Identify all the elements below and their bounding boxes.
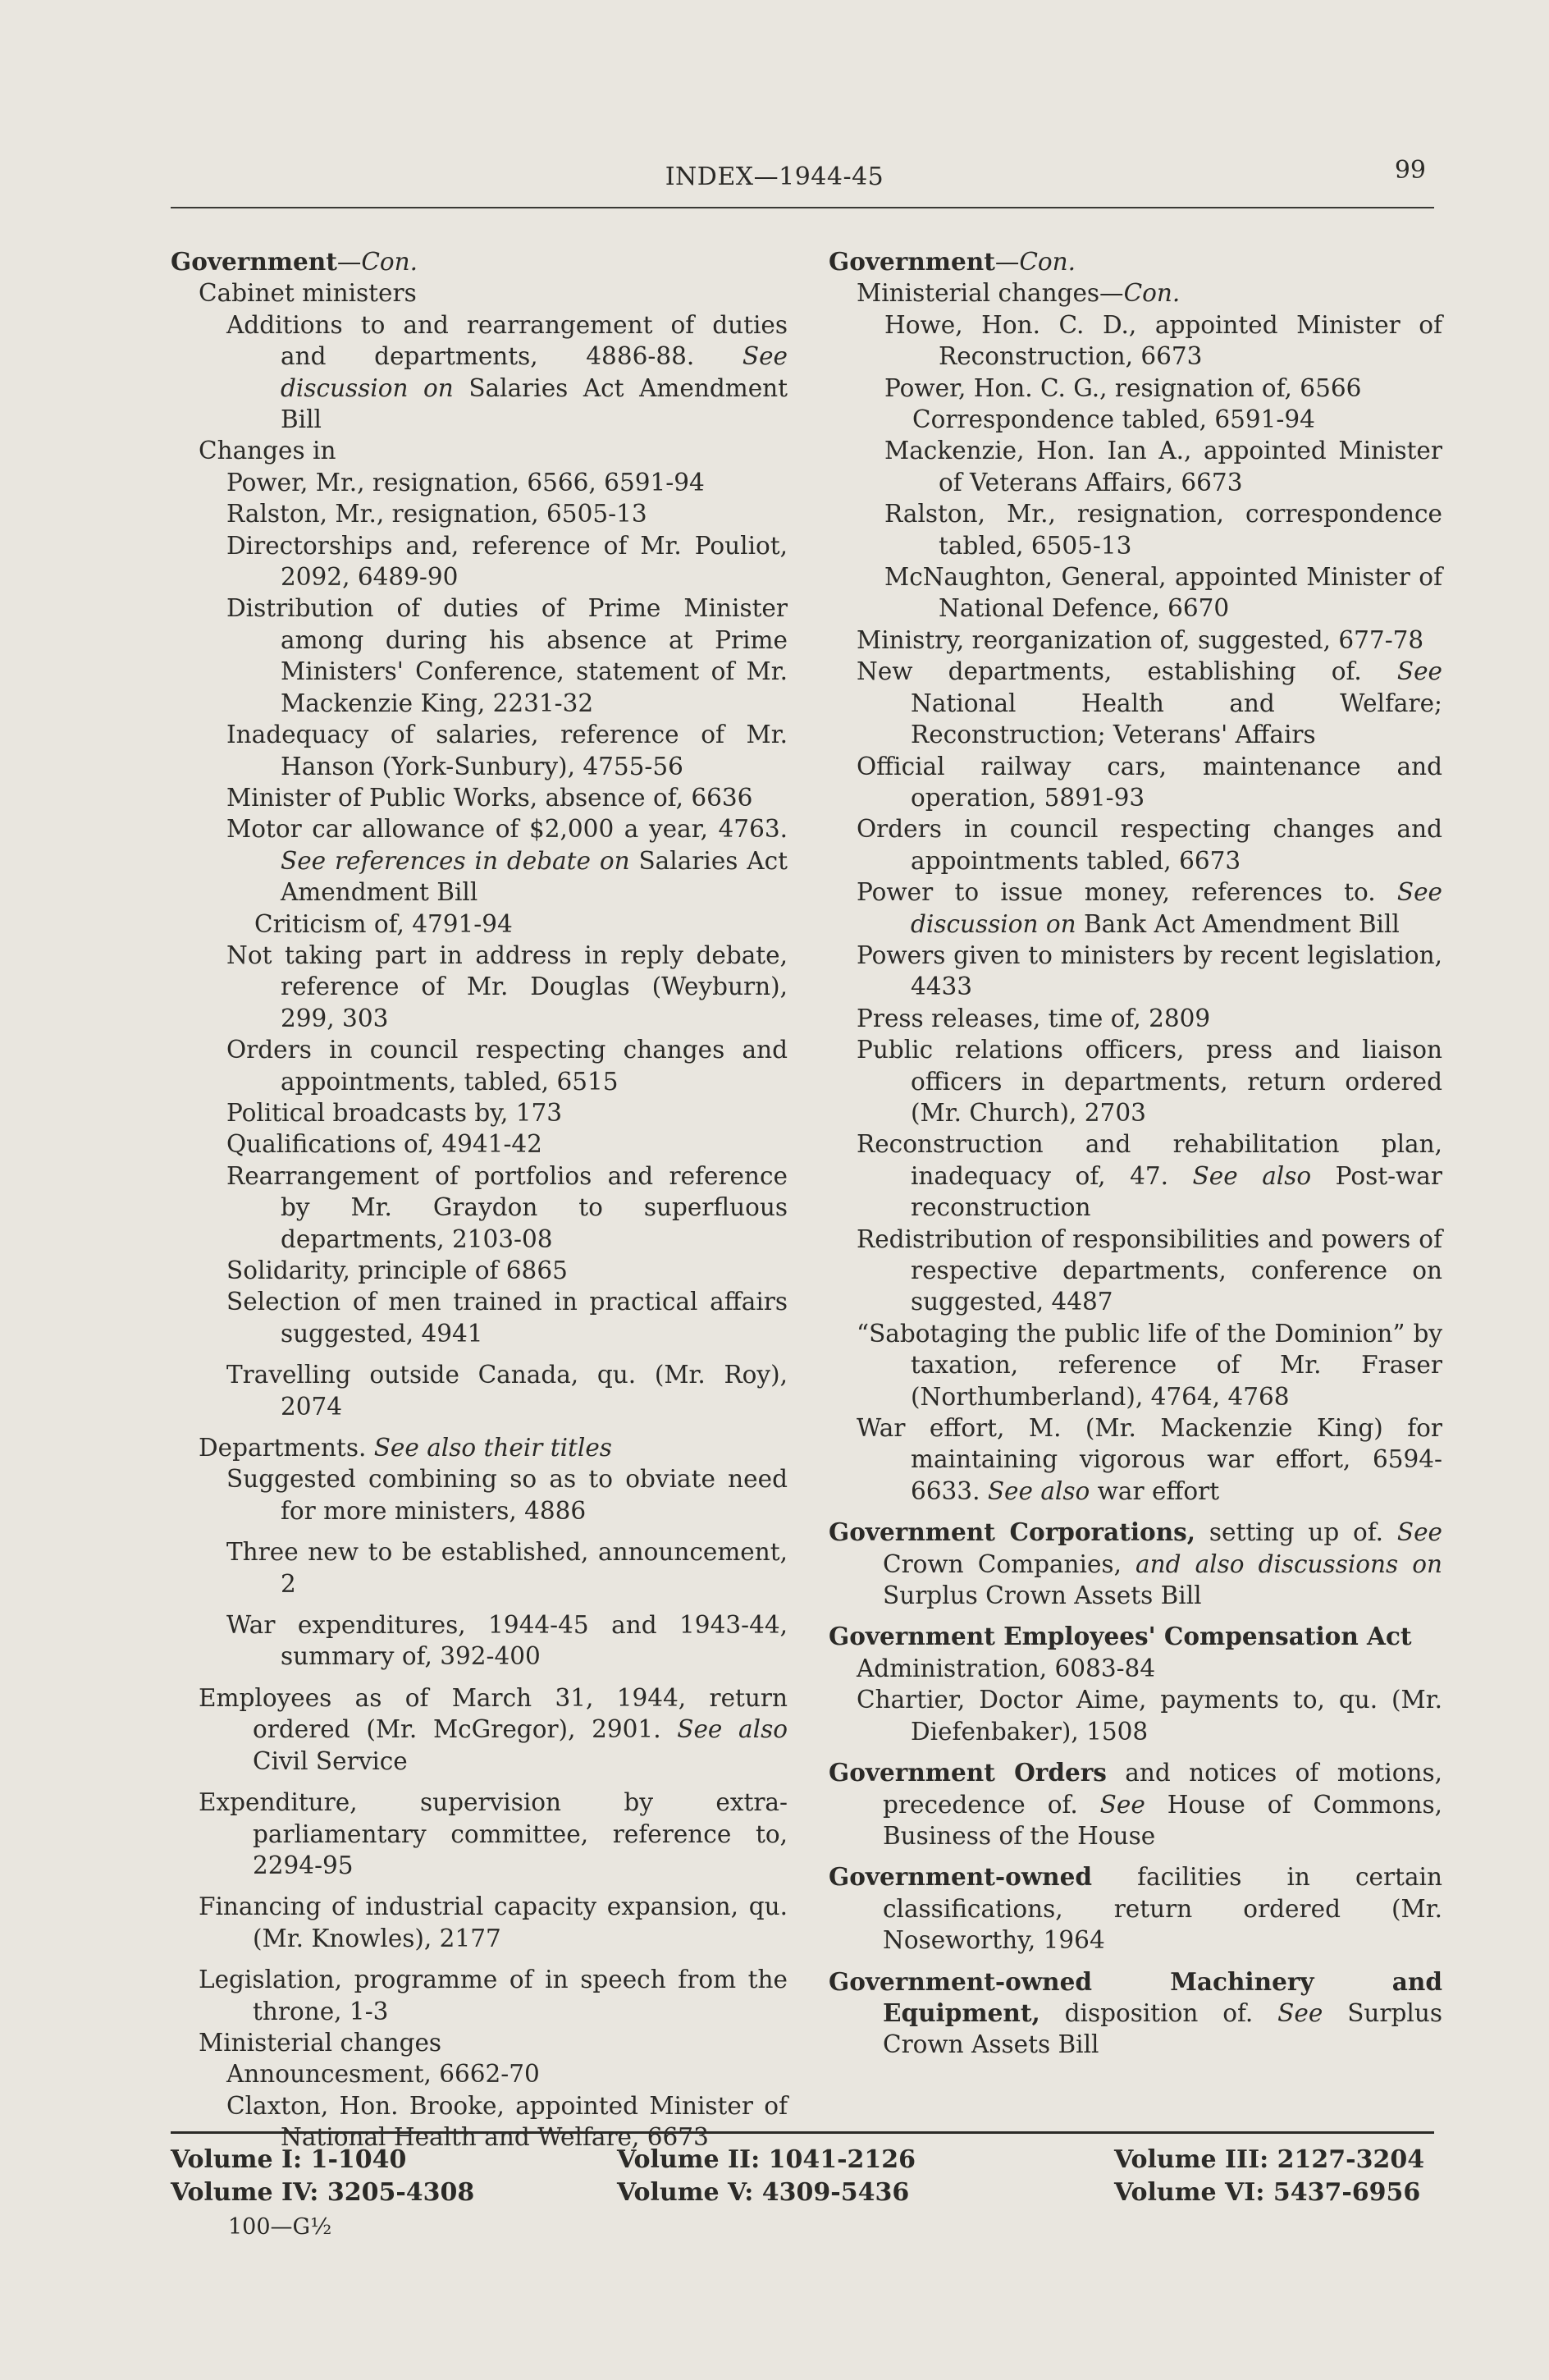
printer-signature: 100—G½ — [228, 2214, 332, 2240]
index-entry — [829, 1318, 1442, 1412]
index-entry — [171, 813, 788, 908]
entry-text: Mackenzie, Hon. Ian A., appointed Minister of Veterans Affairs, 6673 — [884, 437, 1442, 497]
index-entry — [171, 719, 788, 782]
index-entry — [829, 940, 1442, 1003]
entry-text: New departments, establishing of. — [857, 657, 1397, 686]
volume-5: Volume V: 4309-5436 — [617, 2178, 910, 2207]
entry-rest: — — [994, 248, 1020, 276]
volume-2: Volume II: 1041-2126 — [617, 2145, 916, 2174]
entry-text: “Sabotaging the public life of the Dominion” by taxation, reference of Mr. Fraser (Northumberland), 4764, 4768 — [857, 1319, 1442, 1411]
index-entry — [829, 277, 1442, 309]
index-entry — [171, 940, 788, 1034]
index-entry — [829, 876, 1442, 940]
volume-3: Volume III: 2127-3204 — [1114, 2145, 1425, 2174]
index-entry — [829, 1757, 1442, 1851]
index-entry — [829, 1128, 1442, 1223]
right-column — [829, 246, 1442, 2061]
entry-text: Changes in — [199, 437, 336, 465]
index-entry — [171, 1255, 788, 1286]
entry-italic: See also — [987, 1476, 1090, 1505]
index-entry — [171, 309, 788, 436]
entry-text: Administration, 6083-84 — [857, 1654, 1156, 1682]
index-entry — [829, 625, 1442, 656]
index-entry — [829, 1412, 1442, 1507]
index-entry — [171, 2027, 788, 2058]
entry-text: Correspondence tabled, 6591-94 — [912, 405, 1315, 434]
entry-heading: Government-owned Machinery and Equipment, — [829, 1966, 1442, 2027]
entry-text: Three new to be established, announcement, 2 — [226, 1538, 788, 1598]
entry-text: Selection of men trained in practical affairs suggested, 4941 — [226, 1288, 788, 1348]
entry-italic: Con. — [361, 248, 418, 276]
index-entry — [171, 1536, 788, 1600]
entry-text: Cabinet ministers — [199, 279, 417, 308]
entry-text: Orders in council respecting changes and appointments, tabled, 6515 — [226, 1036, 788, 1096]
entry-text: Minister of Public Works, absence of, 6636 — [226, 783, 753, 812]
entry-text: Official railway cars, maintenance and operation, 5891-93 — [857, 752, 1442, 812]
entry-italic: Con. — [1123, 279, 1181, 308]
entry-text: Power, Hon. C. G., resignation of, 6566 — [884, 373, 1362, 402]
index-entry — [171, 435, 788, 466]
entry-text: Ministry, reorganization of, suggested, 677-78 — [857, 625, 1424, 654]
entry-text: Additions to and rearrangement of duties and departments, 4886-88. — [226, 310, 788, 371]
footer-rule — [171, 2131, 1434, 2134]
entry-text: Ministerial changes — [199, 2028, 442, 2057]
entry-text: Power, Mr., resignation, 6566, 6591-94 — [226, 468, 705, 497]
entry-text: McNaughton, General, appointed Minister of National Defence, 6670 — [884, 563, 1442, 623]
index-entry — [171, 782, 788, 813]
entry-italic: Con. — [1019, 248, 1076, 276]
index-entry — [829, 1653, 1442, 1684]
index-entry — [829, 1621, 1442, 1652]
entry-text: War effort, M. (Mr. Mackenzie King) for maintaining vigorous war effort, 6594-6633. — [857, 1414, 1442, 1505]
entry-rest: — — [336, 248, 362, 276]
index-entry — [171, 1128, 788, 1160]
index-entry — [829, 1684, 1442, 1747]
entry-italic: See discussion on — [281, 342, 788, 402]
page-header — [0, 156, 1549, 197]
entry-tail: Surplus Crown Assets Bill — [883, 1581, 1202, 1610]
index-entry — [171, 593, 788, 719]
entry-tail: Civil Service — [253, 1746, 408, 1775]
index-entry — [171, 1787, 788, 1881]
index-entry — [171, 1160, 788, 1255]
entry-italic: See also — [677, 1715, 788, 1744]
entry-text: Chartier, Doctor Aime, payments to, qu. (Mr. Diefenbaker), 1508 — [857, 1686, 1442, 1746]
index-entry — [171, 1359, 788, 1422]
entry-text: Distribution of duties of Prime Minister among during his absence at Prime Ministers' Conference, statement of Mr. Mackenzie King, 2231-32 — [226, 594, 788, 717]
entry-text: Ministerial changes— — [857, 279, 1124, 308]
index-entry — [171, 2058, 788, 2089]
entry-text: Ralston, Mr., resignation, 6505-13 — [226, 500, 647, 529]
entry-tail: Surplus Crown Assets Bill — [883, 1998, 1442, 2059]
entry-heading: Government-owned — [829, 1862, 1092, 1892]
entry-tail: House of Commons, Business of the House — [883, 1790, 1442, 1850]
index-entry — [829, 1966, 1442, 2061]
entry-text: Suggested combining so as to obviate need for more ministers, 4886 — [226, 1465, 788, 1525]
index-entry — [829, 1003, 1442, 1034]
entry-text: Political broadcasts by, 173 — [226, 1098, 563, 1127]
entry-heading: Government Employees' Compensation Act — [829, 1622, 1412, 1651]
entry-text: Solidarity, principle of 6865 — [226, 1256, 568, 1284]
entry-tail: Bank Act Amendment Bill — [1076, 909, 1400, 938]
entry-text: Qualifications of, 4941-42 — [226, 1130, 542, 1159]
entry-tail: Salaries Act Amendment Bill — [281, 373, 788, 434]
entry-italic: See — [1099, 1790, 1145, 1819]
entry-italic: See — [1396, 1518, 1442, 1547]
index-entry — [829, 751, 1442, 814]
index-entry — [171, 1609, 788, 1673]
index-entry — [171, 467, 788, 498]
index-entry — [829, 1861, 1442, 1956]
entry-text: Financing of industrial capacity expansion, qu. (Mr. Knowles), 2177 — [199, 1893, 788, 1952]
entry-tail: Post-war reconstruction — [911, 1161, 1442, 1222]
entry-heading: Government Orders — [829, 1758, 1107, 1787]
entry-rest: setting up of. — [1195, 1518, 1397, 1547]
entry-italic: See — [1396, 657, 1442, 686]
entry-text: Howe, Hon. C. D., appointed Minister of Reconstruction, 6673 — [884, 310, 1442, 371]
entry-text: Reconstruction and rehabilitation plan, inadequacy of, 47. — [857, 1130, 1442, 1190]
index-entry — [171, 1682, 788, 1777]
index-entry — [171, 530, 788, 593]
entry-italic: See also their titles — [373, 1434, 612, 1462]
entry-text: Directorships and, reference of Mr. Pouliot, 2092, 6489-90 — [226, 531, 788, 592]
entry-text: Power to issue money, references to. — [857, 878, 1397, 907]
index-entry — [171, 1034, 788, 1097]
entry-text: Claxton, Hon. Brooke, appointed Minister of National Health and Welfare, 6673 — [226, 2091, 788, 2152]
volume-6: Volume VI: 5437-6956 — [1114, 2178, 1421, 2207]
entry-italic: See discussion on — [911, 878, 1442, 938]
index-entry — [829, 309, 1442, 373]
entry-text: Redistribution of responsibilities and powers of respective departments, conference on suggested, 4487 — [857, 1224, 1442, 1316]
header-rule — [171, 207, 1434, 208]
entry-tail: Crown Companies, — [883, 1549, 1136, 1578]
index-entry — [171, 1891, 788, 1954]
index-entry — [829, 1517, 1442, 1611]
page-number: 99 — [1394, 156, 1426, 185]
entry-text: Motor car allowance of $2,000 a year, 4763. — [226, 815, 788, 844]
index-entry — [829, 1224, 1442, 1318]
entry-text: Legislation, programme of in speech from the throne, 1-3 — [199, 1966, 788, 2025]
volume-1: Volume I: 1-1040 — [171, 2145, 407, 2174]
entry-text: Employees as of March 31, 1944, return ordered (Mr. McGregor), 2901. — [199, 1683, 788, 1744]
index-entry — [171, 1097, 788, 1128]
index-entry — [171, 498, 788, 529]
entry-text: Press releases, time of, 2809 — [857, 1004, 1211, 1032]
index-entry — [829, 1034, 1442, 1128]
entry-heading: Government — [829, 247, 995, 276]
entry-italic: See references in debate on — [281, 846, 630, 875]
entry-italic: See also — [1192, 1161, 1312, 1190]
entry-text: Announcesment, 6662-70 — [226, 2060, 540, 2089]
entry-heading: Government — [171, 247, 337, 276]
index-entry — [829, 813, 1442, 876]
entry-text: Rearrangement of portfolios and reference by Mr. Graydon to superfluous departments, 2103-08 — [226, 1161, 788, 1253]
running-title: INDEX—1944-45 — [665, 162, 884, 191]
entry-text: Orders in council respecting changes and appointments tabled, 6673 — [857, 815, 1442, 875]
entry-text: Not taking part in address in reply debate, reference of Mr. Douglas (Weyburn), 299, 303 — [226, 941, 788, 1032]
entry-text: Departments. — [199, 1434, 374, 1462]
index-entry — [829, 246, 1442, 277]
entry-text: Ralston, Mr., resignation, correspondence tabled, 6505-13 — [884, 500, 1442, 560]
index-entry — [171, 1432, 788, 1463]
index-entry — [829, 498, 1442, 561]
index-entry — [829, 404, 1442, 435]
volume-4: Volume IV: 3205-4308 — [171, 2178, 475, 2207]
entry-italic: See — [1277, 1998, 1323, 2027]
index-entry — [171, 909, 788, 940]
index-entry — [171, 1286, 788, 1349]
entry-text: Public relations officers, press and liaison officers in departments, return ordered (Mr. Church), 2703 — [857, 1036, 1442, 1127]
index-entry — [171, 246, 788, 277]
entry-tail: war effort — [1090, 1476, 1220, 1505]
entry-text: Inadequacy of salaries, reference of Mr. Hanson (York-Sunbury), 4755-56 — [226, 721, 788, 780]
entry-text: War expenditures, 1944-45 and 1943-44, summary of, 392-400 — [226, 1611, 788, 1671]
entry-heading: Government Corporations, — [829, 1517, 1196, 1547]
index-entry — [829, 373, 1442, 404]
entry-text: Travelling outside Canada, qu. (Mr. Roy), 2074 — [226, 1361, 788, 1421]
index-entry — [829, 435, 1442, 498]
entry-rest: disposition of. — [1040, 1998, 1278, 2027]
entry-rest: facilities in certain classifications, return ordered (Mr. Noseworthy, 1964 — [883, 1863, 1442, 1955]
index-entry — [829, 656, 1442, 750]
entry-tail: National Health and Welfare; Reconstruction; Veterans' Affairs — [911, 689, 1442, 749]
index-entry — [829, 561, 1442, 625]
index-entry — [171, 277, 788, 309]
entry-text: Criticism of, 4791-94 — [254, 909, 513, 938]
entry-tail: Salaries Act Amendment Bill — [281, 846, 788, 907]
left-column — [171, 246, 788, 2153]
entry-rest: and notices of motions, precedence of. — [883, 1759, 1442, 1819]
index-entry — [171, 1463, 788, 1526]
entry-text: Powers given to ministers by recent legislation, 4433 — [857, 941, 1442, 1001]
index-entry — [171, 1964, 788, 2027]
entry-italic: and also discussions on — [1135, 1549, 1443, 1578]
entry-text: Expenditure, supervision by extra-parliamentary committee, reference to, 2294-95 — [199, 1788, 788, 1879]
volume-footer — [0, 2144, 1549, 2242]
